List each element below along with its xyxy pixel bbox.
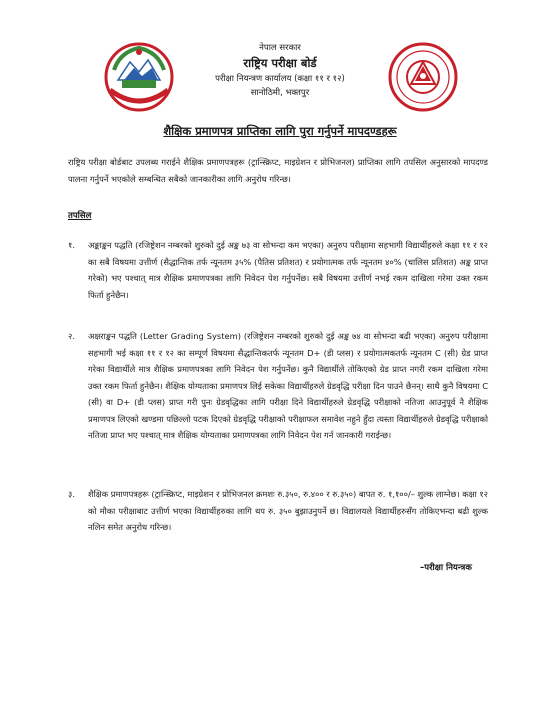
item-text: अङ्काङ्कन पद्धति (रजिष्ट्रेशन नम्बरको शुरुको दुई अङ्क ७३ वा सोभन्दा कम भएका) अनुरुप परीक्षामा सहभागी विद्यार्थीहरुले कक्षा ११ र १२ का सबै विषयमा उत्तीर्ण (सैद्धान्तिक तर्फ न्यूनतम ३५% (पैतिस प्रतिशत) र प्रयोगात्मक तर्फ न्यूनतम ४०% (चालिस प्रतिशत) अङ्क प्राप्त गरेको) भए पश्चात् मात्र शैक्षिक प्रमाणपत्रका लागि निवेदन पेश गर्नुपर्नेछ। सबै विषयमा उत्तीर्ण नभई रकम दाखिला गरेमा उक्त रकम फिर्ता हुनेछैन। (88, 240, 488, 300)
office-name: परीक्षा नियन्त्रण कार्यालय (कक्षा ११ र १२) (215, 74, 345, 84)
item-text: अक्षराङ्कन पद्धति (Letter Grading System) (रजिष्ट्रेशन नम्बरको शुरुको दुई अङ्क ७४ वा सोभन्दा बढी भएका) अनुरुप परीक्षामा सहभागी भई कक्षा ११ र १२ का सम्पूर्ण विषयमा सैद्धान्तिकतर्फ न्यूनतम D+ (डी प्लस) र प्रयोगात्मकतर्फ न्यूनतम C (सी) ग्रेड प्राप्त गरेका विद्यार्थीले मात्र शैक्षिक प्रमाणपत्रका लागि निवेदन पेश गर्नुपर्नेछ। कुनै विद्यार्थीले तोकिएको ग्रेड प्राप्त नगरी रकम दाखिला गरेमा उक्त रकम फिर्ता हुनेछैन। शैक्षिक योग्यताका प्रमाणपत्र लिई सकेका विद्यार्थीहरुले ग्रेडवृद्धि परीक्षा दिन पाउने छैनन्। साथै कुनै विषयमा C (सी) वा D+ (डी प्लस) प्राप्त गरी पुनः ग्रेडवृद्धिका लागि परीक्षा दिने विद्यार्थीहरुले ग्रेडवृद्धि परीक्षाको नतिजा आउनुपूर्व नै शैक्षिक प्रमाणपत्र लिएको खण्डमा पछिल्लो पटक दिएको ग्रेडवृद्धि परीक्षाको परीक्षाफल समावेश नहुने हुँदा त्यस्ता विद्यार्थीहरुले ग्रेडवृद्धि परीक्षाको नतिजा प्राप्त भए पश्चात् मात्र शैक्षिक योग्यताका प्रमाणपत्रका लागि निवेदन पेश गर्न जानकारी गराईन्छ। (88, 331, 488, 440)
item-number: ३. (68, 489, 75, 499)
document-title: शैक्षिक प्रमाणपत्र प्राप्तिका लागि पुरा गर्नुपर्ने मापदण्डहरू (163, 124, 397, 138)
government-name: नेपाल सरकार (259, 43, 301, 53)
annex-heading: तपसिल (68, 211, 92, 221)
board-name: राष्ट्रिय परीक्षा बोर्ड (243, 56, 317, 70)
intro-paragraph: राष्ट्रिय परीक्षा बोर्डबाट उपलब्ध गराईने शैक्षिक प्रमाणपत्रहरू (ट्रान्स्क्रिप्ट, माइग्रेशन र प्रोभिजनल) प्राप्तिका लागि तपसिल अनुसारको मापदण्ड पालना गर्नुपर्ने भएकोले सम्बन्धित सबैको जानकारीका लागि अनुरोध गरिन्छ। (68, 157, 488, 184)
list-item (68, 486, 488, 536)
signature-line: –परीक्षा नियन्त्रक (420, 563, 472, 573)
list-item (68, 328, 488, 444)
office-location: सानोठिमी, भक्तपुर (250, 88, 310, 98)
list-item (68, 237, 488, 303)
item-number: १. (68, 240, 75, 250)
letterhead (180, 42, 380, 100)
item-number: २. (68, 331, 75, 341)
nepal-government-emblem-icon (100, 40, 178, 114)
examination-board-seal-icon (386, 40, 460, 114)
item-text: शैक्षिक प्रमाणपत्रहरू (ट्रान्स्क्रिप्ट, माइग्रेशन र प्रोभिजनल क्रमशः रु.३५०, रु.४०० र रु.३५०) बापत रु. १,१००/– शुल्क लाग्नेछ। कक्षा १२ को मौका परीक्षाबाट उत्तीर्ण भएका विद्यार्थीहरुका लागि थप रु. ३५० बुझाउनुपर्ने छ। विद्यालयले विद्यार्थीहरुसँग तोकिएभन्दा बढी शुल्क नलिन समेत अनुरोध गरिन्छ। (88, 489, 488, 532)
